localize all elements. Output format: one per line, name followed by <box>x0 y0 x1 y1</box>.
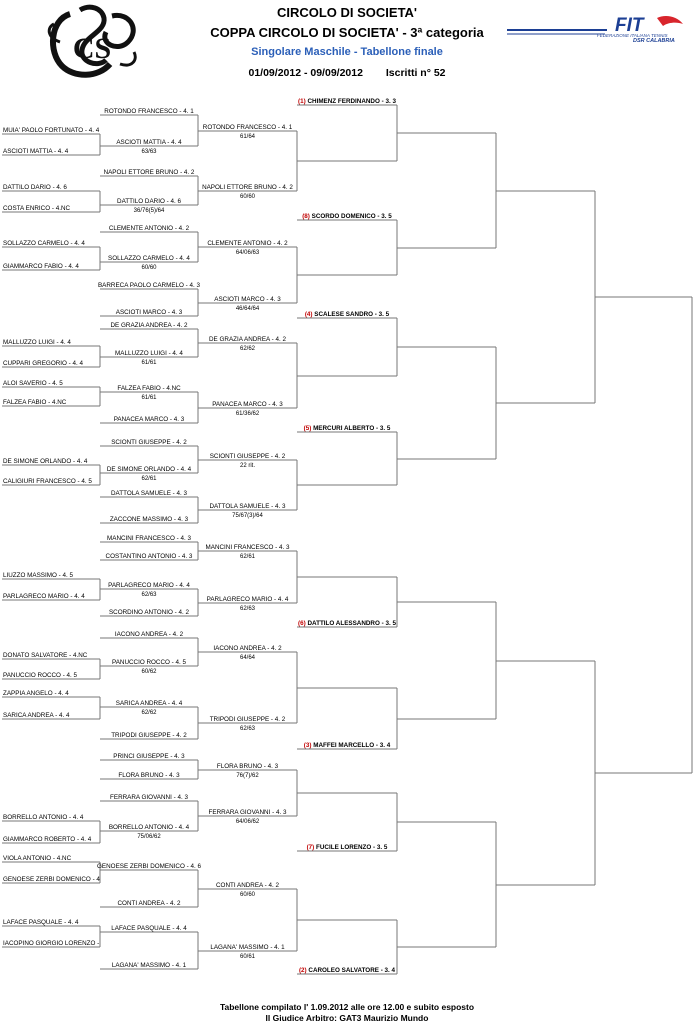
r2-player: PANACEA MARCO - 4. 3 <box>212 401 283 408</box>
seed-number: (1) <box>298 98 308 105</box>
seed-name: CAROLEO SALVATORE - 3. 4 <box>308 967 396 974</box>
r0-player: CUPPARI GREGORIO - 4. 4 <box>3 360 84 367</box>
r1-score: 75/06/62 <box>137 834 161 840</box>
r1-player: CLEMENTE ANTONIO - 4. 2 <box>108 225 190 232</box>
r0-player: ALOI SAVERIO - 4. 5 <box>3 380 63 387</box>
r1-player: DATTOLA SAMUELE - 4. 3 <box>110 490 188 497</box>
r0-player: BORRELLO ANTONIO - 4. 4 <box>3 814 84 821</box>
footer-referee: Il Giudice Arbitro: GAT3 Maurizio Mundo <box>265 1013 429 1023</box>
r1-player: PANACEA MARCO - 4. 3 <box>113 416 185 423</box>
r2-player: ROTONDO FRANCESCO - 4. 1 <box>202 124 293 131</box>
r1-player: TRIPODI GIUSEPPE - 4. 2 <box>111 732 187 739</box>
r0-player: FALZEA FABIO - 4.NC <box>3 399 67 406</box>
r2-player: PARLAGRECO MARIO - 4. 4 <box>206 596 289 603</box>
header-subtitle: COPPA CIRCOLO DI SOCIETA' - 3ª categoria <box>210 25 484 40</box>
r2-score: 62/63 <box>239 726 256 732</box>
r2-player: ASCIOTI MARCO - 4. 3 <box>214 296 281 303</box>
r2-score: 61/64 <box>239 134 256 140</box>
r0-player: MUIA' PAOLO FORTUNATO - 4. 4 <box>3 127 100 134</box>
r1-score: 62/61 <box>141 476 157 482</box>
seed-name: MERCURI ALBERTO - 3. 5 <box>313 425 391 432</box>
r1-player: CONTI ANDREA - 4. 2 <box>117 900 181 907</box>
r1-player: LAFACE PASQUALE - 4. 4 <box>111 925 187 932</box>
r1-player: DE SIMONE ORLANDO - 4. 4 <box>106 466 192 473</box>
seed-player <box>307 844 388 851</box>
footer-compiled: Tabellone compilato l' 1.09.2012 alle ore 12.00 e subito esposto <box>219 1002 475 1012</box>
seed-number: (4) <box>304 311 315 318</box>
r2-player: CONTI ANDREA - 4. 2 <box>216 882 279 889</box>
r0-player: SARICA ANDREA - 4. 4 <box>3 712 70 719</box>
header-iscritti: Iscritti n° 52 <box>385 67 446 79</box>
r0-player: GIAMMARCO FABIO - 4. 4 <box>3 263 79 270</box>
seed-name: SCORDO DOMENICO - 3. 5 <box>311 213 392 220</box>
r0-player: IACOPINO GIORGIO LORENZO - <box>3 940 100 947</box>
seed-player <box>304 742 391 749</box>
r0-player: PANUCCIO ROCCO - 4. 5 <box>3 672 78 679</box>
r1-player: MANCINI FRANCESCO - 4. 3 <box>107 535 191 542</box>
seed-name: SCALESE SANDRO - 3. 5 <box>314 311 390 318</box>
r0-player: MALLUZZO LUIGI - 4. 4 <box>3 339 71 346</box>
r2-score: 62/62 <box>239 346 256 352</box>
r1-player: BORRELLO ANTONIO - 4. 4 <box>108 824 190 831</box>
header-draw-title: Singolare Maschile - Tabellone finale <box>251 46 443 58</box>
seed-number: (2) <box>298 967 309 974</box>
r1-player: ASCIOTI MARCO - 4. 3 <box>115 309 183 316</box>
r1-player: ASCIOTI MATTIA - 4. 4 <box>116 139 182 146</box>
r1-player: MALLUZZO LUIGI - 4. 4 <box>115 350 183 357</box>
seed-number: (8) <box>302 213 312 220</box>
header-dates: 01/09/2012 - 09/09/2012 <box>248 67 363 79</box>
fit-logo-text: FIT <box>615 15 644 36</box>
r1-player: SCIONTI GIUSEPPE - 4. 2 <box>111 439 187 446</box>
r0-player: CALIGIURI FRANCESCO - 4. 5 <box>3 478 92 485</box>
r2-score: 60/60 <box>239 194 256 200</box>
r2-score: 64/06/63 <box>235 250 260 256</box>
seed-player <box>298 98 396 105</box>
r2-player: TRIPODI GIUSEPPE - 4. 2 <box>209 716 286 723</box>
r2-player: FLORA BRUNO - 4. 3 <box>216 763 279 770</box>
r2-score: 62/61 <box>239 554 256 560</box>
r2-player: SCIONTI GIUSEPPE - 4. 2 <box>209 453 286 460</box>
r1-score: 62/62 <box>141 710 157 716</box>
r0-player: COSTA ENRICO - 4.NC <box>3 205 71 212</box>
r0-player: GIAMMARCO ROBERTO - 4. 4 <box>3 836 92 843</box>
seed-number: (6) <box>298 620 308 627</box>
r0-player: ZAPPIA ANGELO - 4. 4 <box>3 690 69 697</box>
header-title: CIRCOLO DI SOCIETA' <box>276 5 418 20</box>
r1-score: 62/63 <box>141 592 157 598</box>
seed-player <box>304 425 391 432</box>
r2-player: DATTOLA SAMUELE - 4. 3 <box>209 503 286 510</box>
r2-player: MANCINI FRANCESCO - 4. 3 <box>205 544 290 551</box>
r0-player: SOLLAZZO CARMELO - 4. 4 <box>3 240 85 247</box>
r1-player: DATTILO DARIO - 4. 6 <box>117 198 181 205</box>
r1-player: IACONO ANDREA - 4. 2 <box>114 631 184 638</box>
seed-name: DATTILO ALESSANDRO - 3. 5 <box>307 620 396 627</box>
r2-player: CLEMENTE ANTONIO - 4. 2 <box>207 240 288 247</box>
r2-score: 62/63 <box>239 606 256 612</box>
r2-player: NAPOLI ETTORE BRUNO - 4. 2 <box>202 184 293 191</box>
r1-score: 36/76(5)/64 <box>133 208 165 214</box>
fit-logo-dsr: DSR CALABRIA <box>633 38 675 42</box>
r1-player: FALZEA FABIO - 4.NC <box>117 385 181 392</box>
seed-player <box>305 311 390 318</box>
r1-player: DE GRAZIA ANDREA - 4. 2 <box>110 322 188 329</box>
r1-score: 61/61 <box>141 395 157 401</box>
r0-player: PARLAGRECO MARIO - 4. 4 <box>3 593 85 600</box>
r2-score: 60/60 <box>239 892 256 898</box>
r0-player: DONATO SALVATORE - 4.NC <box>3 652 88 659</box>
r2-score: 60/61 <box>239 954 256 960</box>
r0-player: DATTILO DARIO - 4. 6 <box>3 184 67 191</box>
r1-score: 60/60 <box>141 265 157 271</box>
r1-score: 63/63 <box>141 149 157 155</box>
r1-player: GENOESE ZERBI DOMENICO - 4. 6 <box>97 863 201 870</box>
seed-player <box>299 967 396 974</box>
seed-player <box>302 213 392 220</box>
r0-player: DE SIMONE ORLANDO - 4. 4 <box>3 458 88 465</box>
r0-player: LAFACE PASQUALE - 4. 4 <box>3 919 79 926</box>
monogram-letters: CS <box>72 32 112 65</box>
r1-score: 60/62 <box>141 669 157 675</box>
r1-player: ROTONDO FRANCESCO - 4. 1 <box>104 108 194 115</box>
r2-player: DE GRAZIA ANDREA - 4. 2 <box>209 336 286 343</box>
r1-player: NAPOLI ETTORE BRUNO - 4. 2 <box>103 169 195 176</box>
r2-score: 46/64/64 <box>235 306 260 312</box>
r2-score: 22 rit. <box>239 463 256 469</box>
r2-player: FERRARA GIOVANNI - 4. 3 <box>208 809 287 816</box>
r1-player: PARLAGRECO MARIO - 4. 4 <box>108 582 190 589</box>
r1-player: ZACCONE MASSIMO - 4. 3 <box>109 516 189 523</box>
r1-player: SOLLAZZO CARMELO - 4. 4 <box>108 255 190 262</box>
seed-number: (7) <box>306 844 317 851</box>
r0-player: LIUZZO MASSIMO - 4. 5 <box>3 572 73 579</box>
seed-name: CHIMENZ FERDINANDO - 3. 3 <box>307 98 396 105</box>
r2-score: 64/06/62 <box>235 819 260 825</box>
r1-player: PRINCI GIUSEPPE - 4. 3 <box>113 753 185 760</box>
r1-score: 61/61 <box>141 360 157 366</box>
r2-score: 64/64 <box>239 655 256 661</box>
seed-number: (3) <box>303 742 314 749</box>
r1-player: FLORA BRUNO - 4. 3 <box>118 772 180 779</box>
r0-player: VIOLA ANTONIO - 4.NC <box>3 855 72 862</box>
r1-player: FERRARA GIOVANNI - 4. 3 <box>110 794 188 801</box>
r1-player: COSTANTINO ANTONIO - 4. 3 <box>105 553 193 560</box>
r1-player: LAGANA' MASSIMO - 4. 1 <box>111 962 187 969</box>
r2-score: 61/36/62 <box>235 411 260 417</box>
r0-player: GENOESE ZERBI DOMENICO - 4 <box>3 876 100 883</box>
r0-player: ASCIOTI MATTIA - 4. 4 <box>3 148 69 155</box>
r1-player: SARICA ANDREA - 4. 4 <box>115 700 183 707</box>
fit-logo-federazione: FEDERAZIONE ITALIANA TENNIS <box>597 33 668 38</box>
seed-name: MAFFEI MARCELLO - 3. 4 <box>313 742 391 749</box>
r2-player: LAGANA' MASSIMO - 4. 1 <box>210 944 285 951</box>
seed-name: FUCILE LORENZO - 3. 5 <box>316 844 388 851</box>
r2-score: 76(7)/62 <box>236 773 259 779</box>
r1-player: SCORDINO ANTONIO - 4. 2 <box>108 609 190 616</box>
seed-player <box>298 620 396 627</box>
seed-number: (5) <box>303 425 314 432</box>
r2-player: IACONO ANDREA - 4. 2 <box>213 645 282 652</box>
r1-player: BARRECA PAOLO CARMELO - 4. 3 <box>97 282 201 289</box>
r2-score: 75/67(3)/64 <box>232 513 263 519</box>
r1-player: PANUCCIO ROCCO - 4. 5 <box>111 659 187 666</box>
